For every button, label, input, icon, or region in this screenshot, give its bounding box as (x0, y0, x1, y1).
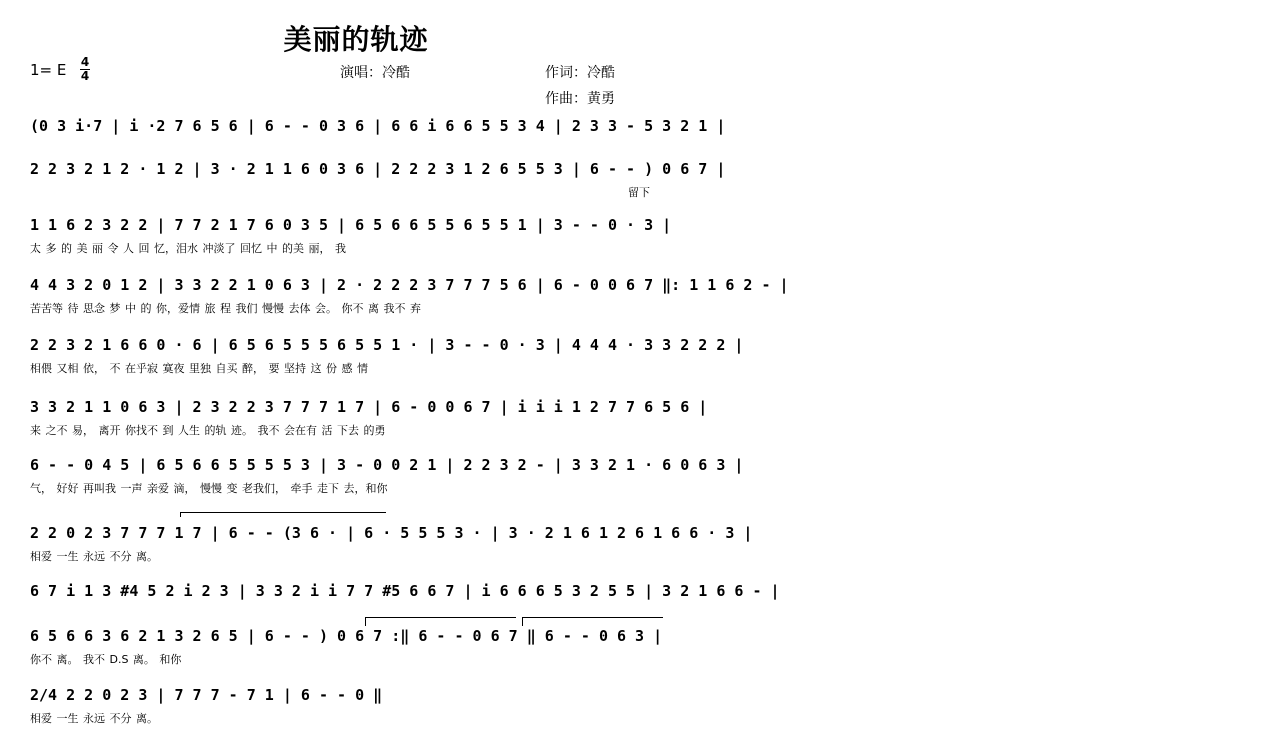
score-line-lyrics: 苦苦等 待 思念 梦 中 的 你，爱情 旅 程 我们 慢慢 去体 会。 你不 离 我不 弃 (30, 302, 421, 315)
score-line-notes: 6 5 6 6 3 6 2 1 3 2 6 5 | 6 - - ) 0 6 7 :‖ 6 - - 0 6 7 ‖ 6 - - 0 6 3 | (30, 627, 663, 645)
song-title: 美丽的轨迹 (283, 23, 429, 56)
score-line-notes: 6 - - 0 4 5 | 6 5 6 6 5 5 5 5 3 | 3 - 0 0 2 1 | 2 2 3 2 - | 3 3 2 1 · 6 0 6 3 | (30, 456, 744, 474)
score-line-notes: 6 7 i 1 3 #4 5 2 i 2 3 | 3 3 2 i i 7 7 #5 6 6 7 | i 6 6 6 5 3 2 5 5 | 3 2 1 6 6 - | (30, 582, 780, 600)
score-line-lyrics: 相爱 一生 永远 不分 离。 (30, 712, 158, 725)
volta-3-bracket (522, 617, 663, 626)
score-line-notes: 4 4 3 2 0 1 2 | 3 3 2 2 1 0 6 3 | 2 · 2 2 2 3 7 7 7 5 6 | 6 - 0 0 6 7 ‖: 1 1 6 2 - | (30, 276, 789, 294)
time-signature (78, 56, 92, 82)
key-signature: 1= E (30, 61, 67, 79)
score-line-notes: 3 3 2 1 1 0 6 3 | 2 3 2 2 3 7 7 7 1 7 | 6 - 0 0 6 7 | i i i 1 2 7 7 6 5 6 | (30, 398, 708, 416)
lyricist-credit: 作词：冷酷 (545, 65, 615, 81)
score-line-lyrics: 气， 好好 再叫我 一声 亲爱 滴， 慢慢 变 老我们， 牵手 走下 去，和你 (30, 482, 388, 495)
repeat-bracket (180, 512, 386, 517)
time-signature-top: 4 (80, 55, 90, 69)
score-line-notes: 2 2 0 2 3 7 7 7 1 7 | 6 - - (3 6 · | 6 · 5 5 5 3 · | 3 · 2 1 6 1 2 6 1 6 6 · 3 | (30, 524, 753, 542)
score-line-lyrics: 太 多 的 美 丽 令 人 回 忆，泪水 冲淡了 回忆 中 的美 丽， 我 (30, 242, 346, 255)
score-line-notes: 2 2 3 2 1 2 · 1 2 | 3 · 2 1 1 6 0 3 6 | 2 2 2 3 1 2 6 5 5 3 | 6 - - ) 0 6 7 | (30, 160, 726, 178)
score-line-lyrics: 相偎 又相 依， 不 在乎寂 寞夜 里独 自买 醉， 要 坚持 这 份 感 情 (30, 362, 368, 375)
score-line-notes: 1 1 6 2 3 2 2 | 7 7 2 1 7 6 0 3 5 | 6 5 6 6 5 5 6 5 5 1 | 3 - - 0 · 3 | (30, 216, 672, 234)
score-line-lyrics: 你不 离。 我不 D.S 离。 和你 (30, 653, 182, 666)
score-line-lyrics: 来 之不 易， 离开 你找不 到 人生 的轨 迹。 我不 会在有 活 下去 的勇 (30, 424, 386, 437)
score-line-notes: 2 2 3 2 1 6 6 0 · 6 | 6 5 6 5 5 5 6 5 5 1 · | 3 - - 0 · 3 | 4 4 4 · 3 3 2 2 2 | (30, 336, 744, 354)
score-line-lyrics: 相爱 一生 永远 不分 离。 (30, 550, 158, 563)
time-signature-bottom: 4 (80, 69, 90, 83)
score-line-notes: (0 3 i·7 | i ·2 7 6 5 6 | 6 - - 0 3 6 | 6 6 i 6 6 5 5 3 4 | 2 3 3 - 5 3 2 1 | (30, 117, 726, 135)
volta-2-bracket (365, 617, 516, 626)
singer-credit: 演唱：冷酷 (340, 65, 410, 81)
composer-credit: 作曲：黄勇 (545, 91, 615, 107)
score-line-notes: 2/4 2 2 0 2 3 | 7 7 7 - 7 1 | 6 - - 0 ‖ (30, 686, 383, 704)
score-line-lyrics: 留下 (628, 186, 650, 199)
